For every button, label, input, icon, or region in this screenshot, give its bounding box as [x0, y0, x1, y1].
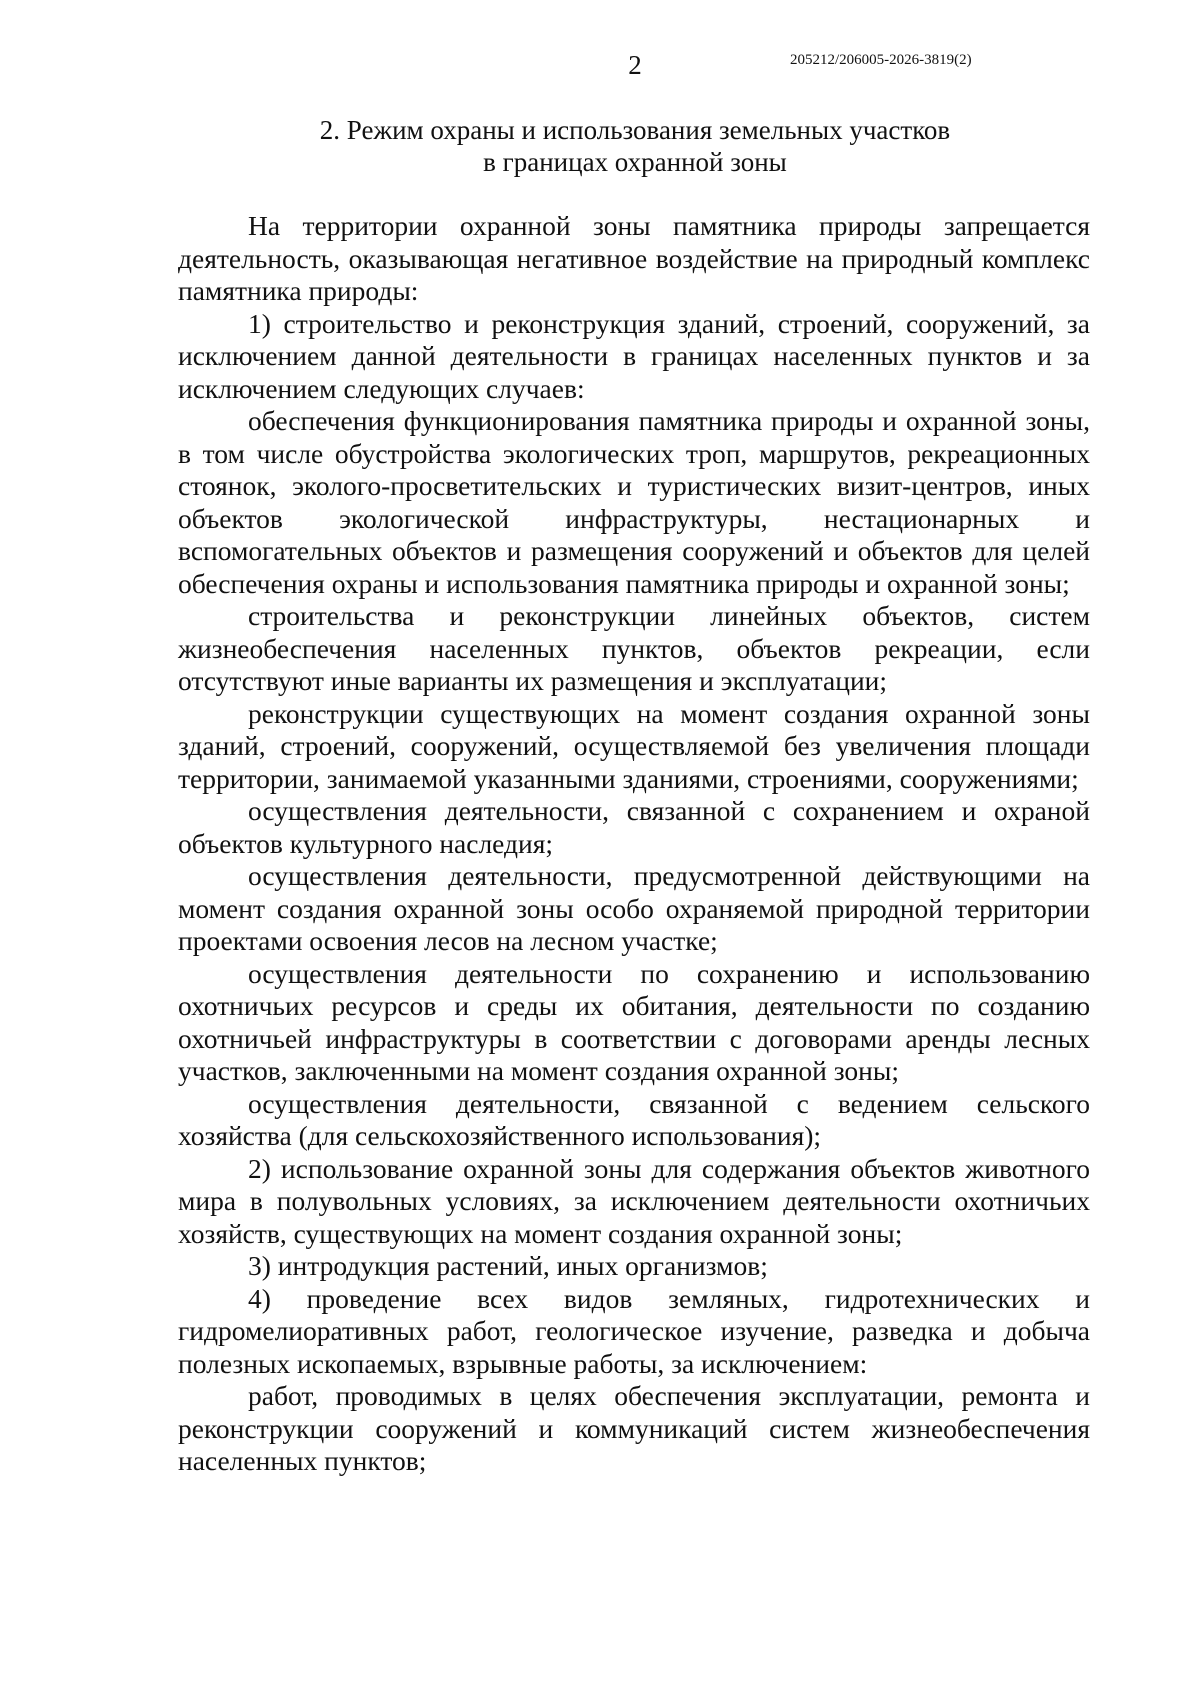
- paragraph-exception-agriculture: осуществления деятельности, связанной с ведением сельского хозяйства (для сельскохозяйственного использования);: [178, 1087, 1090, 1151]
- document-body: [178, 210, 1090, 1478]
- paragraph-exception-forest-projects: осуществления деятельности, предусмотренной действующими на момент создания охранной зоны особо охраняемой природной территории проектами освоения лесов на лесном участке;: [178, 860, 1090, 956]
- paragraph-exception-ecological-infrastructure: обеспечения функционирования памятника природы и охранной зоны, в том числе обустройства экологических троп, маршрутов, рекреационных стоянок, эколого-просветительских и туристических визит-центров, иных объектов экологической инфраструктуры, нестационарных и вспомогательных объектов и размещения сооружений и объектов для целей обеспечения охраны и использования памятника природы и охранной зоны;: [178, 405, 1090, 599]
- paragraph-item-3: 3) интродукция растений, иных организмов;: [248, 1250, 768, 1281]
- paragraph-item-4: 4) проведение всех видов земляных, гидротехнических и гидромелиоративных работ, геологическое изучение, разведка и добыча полезных ископаемых, взрывные работы, за исключением:: [178, 1282, 1090, 1379]
- section-heading-line-1: 2. Режим охраны и использования земельных участков: [319, 115, 951, 145]
- paragraph-exception-cultural-heritage: осуществления деятельности, связанной с сохранением и охраной объектов культурного наследия;: [178, 795, 1090, 859]
- paragraph-exception-reconstruction: реконструкции существующих на момент создания охранной зоны зданий, строений, сооружений, осуществляемой без увеличения площади территории, занимаемой указанными зданиями, строениями, сооружениями;: [178, 697, 1090, 794]
- document-id: 205212/206005-2026-3819(2): [790, 52, 972, 68]
- section-heading-line-2: в границах охранной зоны: [483, 147, 787, 177]
- paragraph-intro: На территории охранной зоны памятника природы запрещается деятельность, оказывающая негативное воздействие на природный комплекс памятника природы:: [178, 210, 1090, 306]
- paragraph-item-1: 1) строительство и реконструкция зданий, строений, сооружений, за исключением данной деятельности в границах населенных пунктов и за исключением следующих случаев:: [178, 307, 1090, 404]
- section-heading: [180, 114, 1090, 178]
- page-number: 2: [628, 50, 642, 80]
- paragraph-item-2: 2) использование охранной зоны для содержания объектов животного мира в полувольных условиях, за исключением деятельности охотничьих хозяйств, существующих на момент создания охранной зоны;: [178, 1152, 1090, 1249]
- paragraph-exception-hunting: осуществления деятельности по сохранению и использованию охотничьих ресурсов и среды их обитания, деятельности по созданию охотничьей инфраструктуры в соответствии с договорами аренды лесных участков, заключенными на момент создания охранной зоны;: [178, 957, 1090, 1086]
- paragraph-exception-utility-works: работ, проводимых в целях обеспечения эксплуатации, ремонта и реконструкции сооружений и коммуникаций систем жизнеобеспечения населенных пунктов;: [178, 1380, 1090, 1476]
- paragraph-exception-linear-objects: строительства и реконструкции линейных объектов, систем жизнеобеспечения населенных пунктов, объектов рекреации, если отсутствуют иные варианты их размещения и эксплуатации;: [178, 600, 1090, 696]
